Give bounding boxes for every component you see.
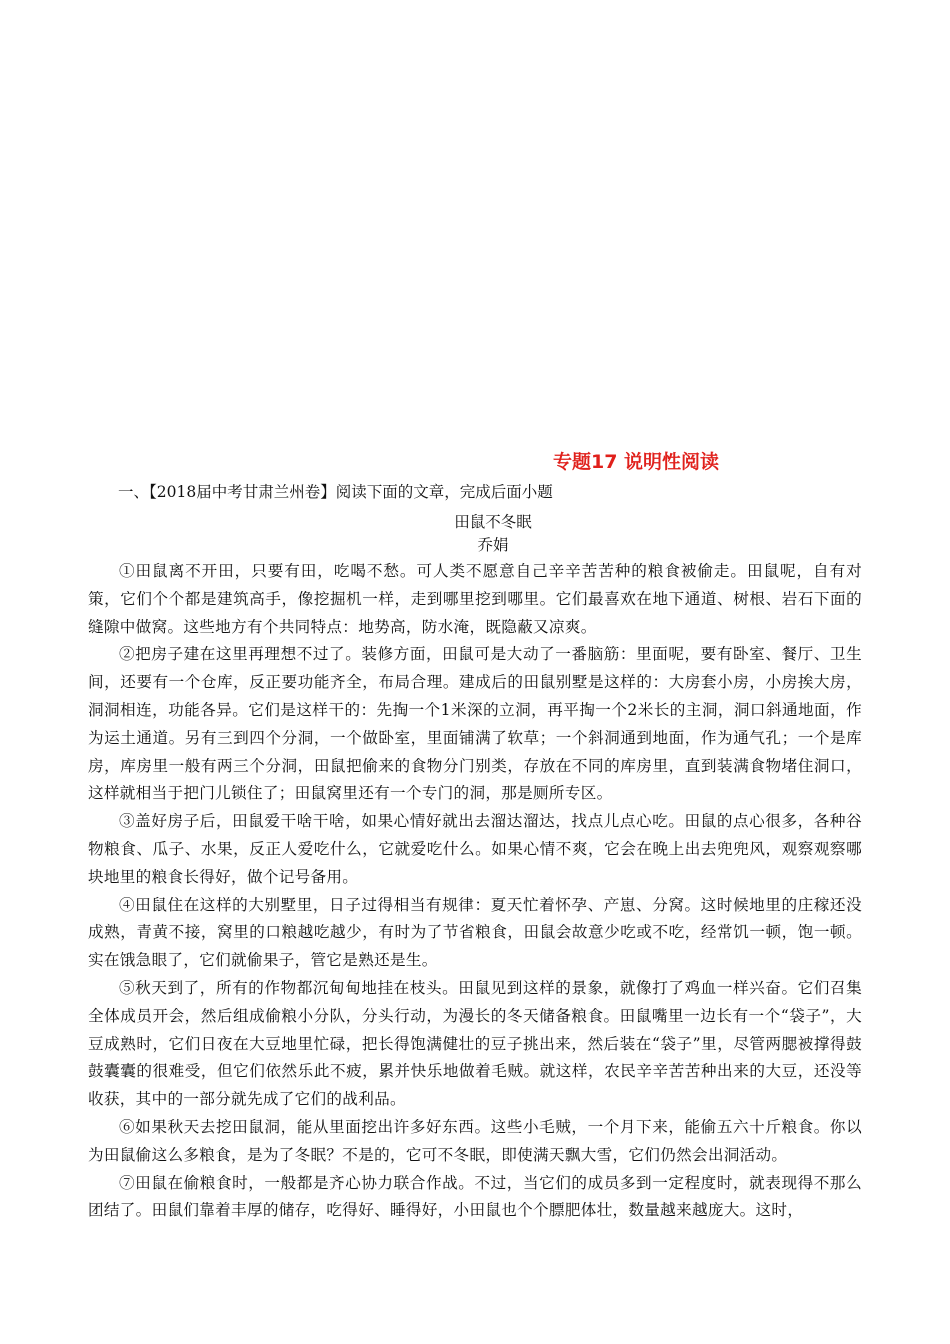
paragraph-2: ②把房子建在这里再理想不过了。装修方面，田鼠可是大动了一番脑筋：里面呢，要有卧室、餐厅、卫生间，还要有一个仓库，反正要功能齐全，布局合理。建成后的田鼠别墅是这样的：大房套小房，小房挨大房，洞洞相连，功能各异。它们是这样干的：先掏一个1米深的立洞，再平掏一个2米长的主洞，洞口斜通地面，作为运土通道。另有三到四个分洞，一个做卧室，里面铺满了软草；一个斜洞通到地面，作为通气孔；一个是库房，库房里一般有两三个分洞，田鼠把偷来的食物分门别类，存放在不同的库房里，直到装满食物堵住洞口，这样就相当于把门儿锁住了；田鼠窝里还有一个专门的洞，那是厕所专区。 <box>88 645 862 803</box>
paragraph-6: ⑥如果秋天去挖田鼠洞，能从里面挖出许多好东西。这些小毛贼，一个月下来，能偷五六十斤粮食。你以为田鼠偷这么多粮食，是为了冬眠？不是的，它可不冬眠，即使满天飘大雪，它们仍然会出洞活动。 <box>88 1117 862 1164</box>
paragraph-4: ④田鼠住在这样的大别墅里，日子过得相当有规律：夏天忙着怀孕、产崽、分窝。这时候地里的庄稼还没成熟，青黄不接，窝里的口粮越吃越少，有时为了节省粮食，田鼠会故意少吃或不吃，经常饥一顿，饱一顿。实在饿急眼了，它们就偷果子，管它是熟还是生。 <box>88 895 862 970</box>
paragraph-7: ⑦田鼠在偷粮食时，一般都是齐心协力联合作战。不过，当它们的成员多到一定程度时，就表现得不那么团结了。田鼠们靠着丰厚的储存，吃得好、睡得好，小田鼠也个个膘肥体壮，数量越来越庞大。这时， <box>88 1173 862 1220</box>
paragraph-1: ①田鼠离不开田，只要有田，吃喝不愁。可人类不愿意自己辛辛苦苦种的粮食被偷走。田鼠呢，自有对策，它们个个都是建筑高手，像挖掘机一样，走到哪里挖到哪里。它们最喜欢在地下通道、树根、岩石下面的缝隙中做窝。这些地方有个共同特点：地势高，防水淹，既隐蔽又凉爽。 <box>88 562 862 636</box>
article-title: 田鼠不冬眠 <box>454 513 532 531</box>
section-heading: 一、【2018届中考甘肃兰州卷】阅读下面的文章，完成后面小题 <box>118 483 553 501</box>
document-title: 专题17 说明性阅读 <box>553 451 720 473</box>
paragraph-5: ⑤秋天到了，所有的作物都沉甸甸地挂在枝头。田鼠见到这样的景象，就像打了鸡血一样兴奋。它们召集全体成员开会，然后组成偷粮小分队，分头行动，为漫长的冬天储备粮食。田鼠嘴里一边长有一个“袋子”，大豆成熟时，它们日夜在大豆地里忙碌，把长得饱满健壮的豆子挑出来，然后装在“袋子”里，尽管两腮被撑得鼓鼓囊囊的很难受，但它们依然乐此不疲，累并快乐地做着毛贼。就这样，农民辛辛苦苦种出来的大豆，还没等收获，其中的一部分就先成了它们的战利品。 <box>88 978 862 1109</box>
article-author: 乔娟 <box>477 536 509 554</box>
paragraph-3: ③盖好房子后，田鼠爱干啥干啥，如果心情好就出去溜达溜达，找点儿点心吃。田鼠的点心很多，各种谷物粮食、瓜子、水果，反正人爱吃什么，它就爱吃什么。如果心情不爽，它会在晚上出去兜兜风，观察观察哪块地里的粮食长得好，做个记号备用。 <box>88 812 862 886</box>
article-body <box>88 558 862 1225</box>
